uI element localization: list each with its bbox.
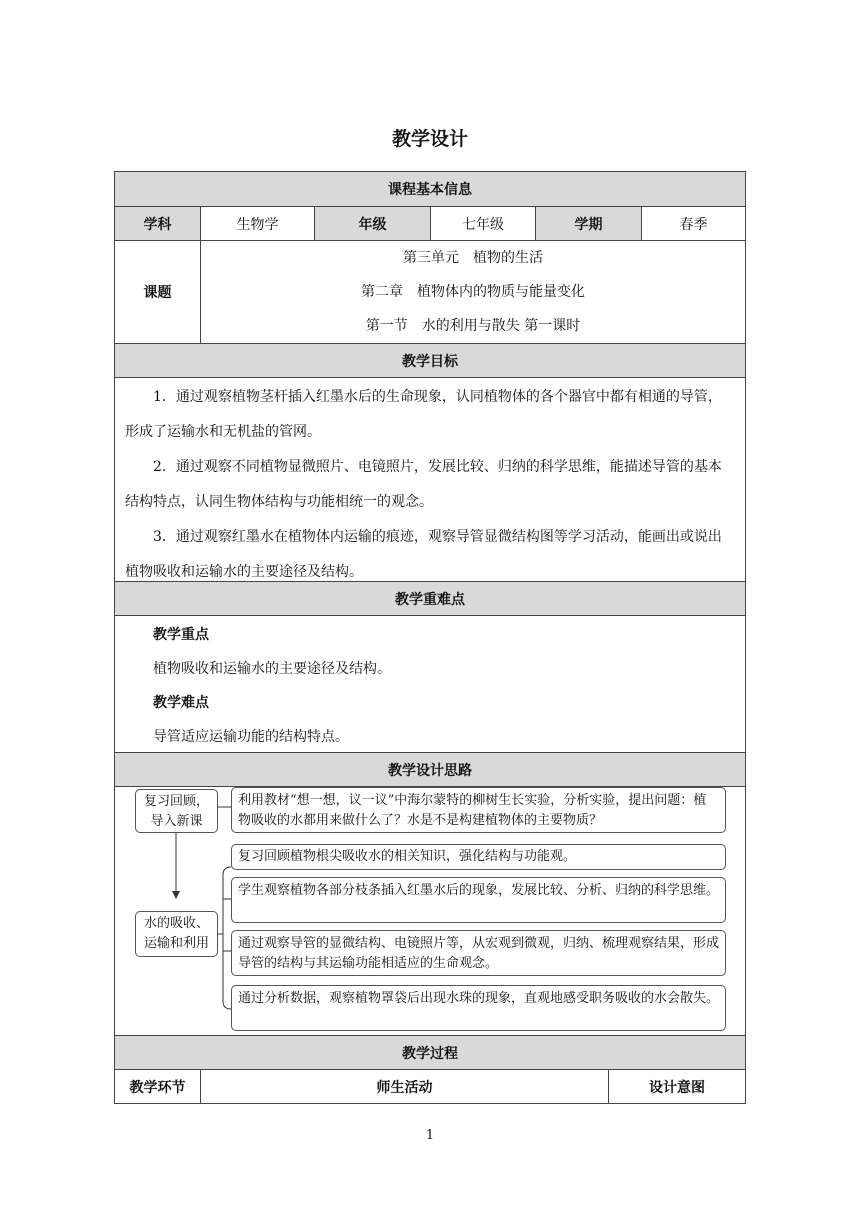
topic-content	[201, 241, 745, 343]
stage-review-text: 利用教材“想一想，议一议”中海尔蒙特的柳树生长实验，分析实验，提出问题：植物吸收的水都用来做什么了？水是不是构建植物体的主要物质？	[231, 787, 726, 833]
term-value: 春季	[679, 216, 708, 233]
process-col-stage: 教学环节	[115, 1070, 201, 1103]
difficulty-text: 导管适应运输功能的结构特点。	[153, 729, 349, 745]
objective-item-1: 1．通过观察植物茎杆插入红墨水后的生命现象，认同植物体的各个器官中都有相通的导管，形成了运输水和无机盐的管网。	[125, 389, 722, 440]
process-col-activity: 师生活动	[201, 1070, 609, 1103]
process-header: 教学过程	[114, 1036, 746, 1070]
basic-info-header: 课程基本信息	[114, 171, 746, 207]
topic-line-chapter: 第二章 植物体内的物质与能量变化	[361, 284, 585, 300]
stage-water-item-1: 复习回顾植物根尖吸收水的相关知识，强化结构与功能观。	[231, 844, 726, 870]
key-points-header: 教学重难点	[114, 582, 746, 616]
stage-water-box: 水的吸收、运输和利用	[135, 911, 218, 957]
key-points-content	[114, 616, 746, 753]
topic-label: 课题	[115, 241, 201, 343]
stage-water-item-2: 学生观察植物各部分枝条插入红墨水后的现象，发展比较、分析、归纳的科学思维。	[231, 877, 726, 923]
subject-label: 学科	[115, 207, 201, 240]
stage-review-box: 复习回顾，导入新课	[135, 789, 218, 833]
objectives-header: 教学目标	[114, 344, 746, 378]
objective-item-2: 2．通过观察不同植物显微照片、电镜照片，发展比较、归纳的科学思维，能描述导管的基本结构特点，认同生物体结构与功能相统一的观念。	[125, 459, 722, 510]
subject-value: 生物学	[201, 207, 315, 240]
document-title: 教学设计	[391, 128, 468, 150]
lesson-plan-table	[114, 171, 746, 1104]
stage-water-item-3: 通过观察导管的显微结构、电镜照片等，从宏观到微观，归纳、梳理观察结果，形成导管的结构与其运输功能相适应的生命观念。	[231, 930, 726, 976]
stage-water-item-4: 通过分析数据，观察植物罩袋后出现水珠的现象，直观地感受职务吸收的水会散失。	[231, 985, 726, 1031]
process-columns-row	[114, 1070, 746, 1104]
term-label: 学期	[536, 207, 642, 240]
design-flowchart	[114, 787, 746, 1036]
topic-row	[114, 241, 746, 344]
basic-info-row	[114, 207, 746, 241]
key-point-text: 植物吸收和运输水的主要途径及结构。	[153, 661, 391, 677]
page-number: 1	[425, 1128, 435, 1143]
grade-value: 七年级	[431, 207, 536, 240]
objectives-content	[114, 378, 746, 582]
topic-line-unit: 第三单元 植物的生活	[403, 250, 543, 266]
grade-label: 年级	[315, 207, 431, 240]
topic-line-section: 第一节 水的利用与散失 第一课时	[365, 318, 581, 334]
objective-item-3: 3．通过观察红墨水在植物体内运输的痕迹，观察导管显微结构图等学习活动，能画出或说出植物吸收和运输水的主要途径及结构。	[125, 529, 722, 580]
difficulty-label: 教学难点	[153, 695, 209, 711]
design-header: 教学设计思路	[114, 753, 746, 787]
key-point-label: 教学重点	[153, 627, 209, 643]
process-col-intent: 设计意图	[649, 1079, 705, 1096]
